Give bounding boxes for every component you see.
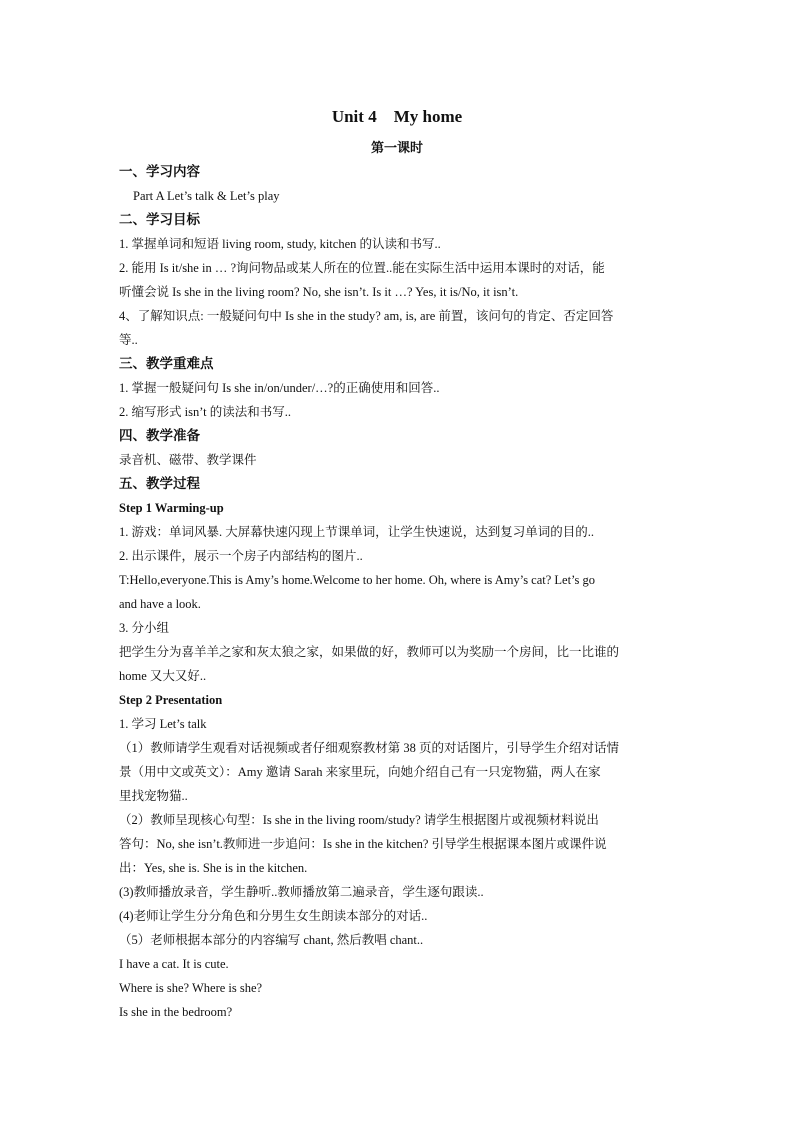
- text-line: （2）教师呈现核心句型：Is she in the living room/study? 请学生根据图片或视频材料说出: [119, 813, 599, 827]
- text-line: 2. 出示课件，展示一个房子内部结构的图片..: [119, 549, 363, 563]
- text-line: Where is she? Where is she?: [119, 981, 263, 995]
- document-body: [119, 160, 675, 1024]
- text-line: Is she in the bedroom?: [119, 1005, 233, 1019]
- text-line: home 又大又好..: [119, 669, 207, 683]
- text-line: 1. 游戏：单词风暴. 大屏幕快速闪现上节课单词，让学生快速说，达到复习单词的目的..: [119, 525, 595, 539]
- text-line: 3. 分小组: [119, 621, 170, 635]
- text-line: 1. 掌握一般疑问句 Is she in/on/under/…?的正确使用和回答..: [119, 381, 440, 395]
- text-line: 2. 缩写形式 isn’t 的读法和书写..: [119, 405, 291, 419]
- document-content: [119, 104, 675, 1024]
- text-line: 里找宠物猫..: [119, 789, 188, 803]
- text-line: 景（用中文或英文）：Amy 邀请 Sarah 来家里玩，向她介绍自己有一只宠物猫，两人在家: [119, 765, 601, 779]
- text-line: 把学生分为喜羊羊之家和灰太狼之家，如果做的好，教师可以为奖励一个房间，比一比谁的: [119, 645, 620, 659]
- section-heading: 四、教学准备: [119, 428, 200, 443]
- text-line: 录音机、磁带、教学课件: [119, 453, 257, 467]
- text-line: 2. 能用 Is it/she in … ?询问物品或某人所在的位置..能在实际生活中运用本课时的对话，能: [119, 261, 605, 275]
- step-heading: Step 2 Presentation: [119, 693, 223, 707]
- text-line: (3)教师播放录音，学生静听..教师播放第二遍录音，学生逐句跟读..: [119, 885, 484, 899]
- section-heading: 二、学习目标: [119, 212, 200, 227]
- text-line: 出：Yes, she is. She is in the kitchen.: [119, 861, 308, 875]
- text-line: （1）教师请学生观看对话视频或者仔细观察教材第 38 页的对话图片，引导学生介绍对话情: [119, 741, 620, 755]
- text-line: and have a look.: [119, 597, 201, 611]
- text-line: 答句：No, she isn’t.教师进一步追问：Is she in the kitchen? 引导学生根据课本图片或课件说: [119, 837, 607, 851]
- section-heading: 五、教学过程: [119, 476, 200, 491]
- text-line: 4、了解知识点: 一般疑问句中 Is she in the study? am, is, are 前置，该问句的肯定、否定回答: [119, 309, 614, 323]
- lesson-subtitle: 第一课时: [370, 140, 423, 155]
- section-heading: 一、学习内容: [119, 164, 200, 179]
- text-line: Part A Let’s talk & Let’s play: [133, 189, 280, 203]
- text-line: 1. 掌握单词和短语 living room, study, kitchen 的认读和书写..: [119, 237, 441, 251]
- document-title: Unit 4 My home: [331, 107, 463, 126]
- text-line: I have a cat. It is cute.: [119, 957, 229, 971]
- text-line: 等..: [119, 333, 138, 347]
- section-heading: 三、教学重难点: [119, 356, 214, 371]
- text-line: （5）老师根据本部分的内容编写 chant, 然后教唱 chant..: [119, 933, 424, 947]
- step-heading: Step 1 Warming-up: [119, 501, 224, 515]
- text-line: (4)老师让学生分分角色和分男生女生朗读本部分的对话..: [119, 909, 428, 923]
- text-line: 听懂会说 Is she in the living room? No, she isn’t. Is it …? Yes, it is/No, it isn’t.: [119, 285, 519, 299]
- text-line: T:Hello,everyone.This is Amy’s home.Welcome to her home. Oh, where is Amy’s cat? Let’s go: [119, 573, 596, 587]
- text-line: 1. 学习 Let’s talk: [119, 717, 207, 731]
